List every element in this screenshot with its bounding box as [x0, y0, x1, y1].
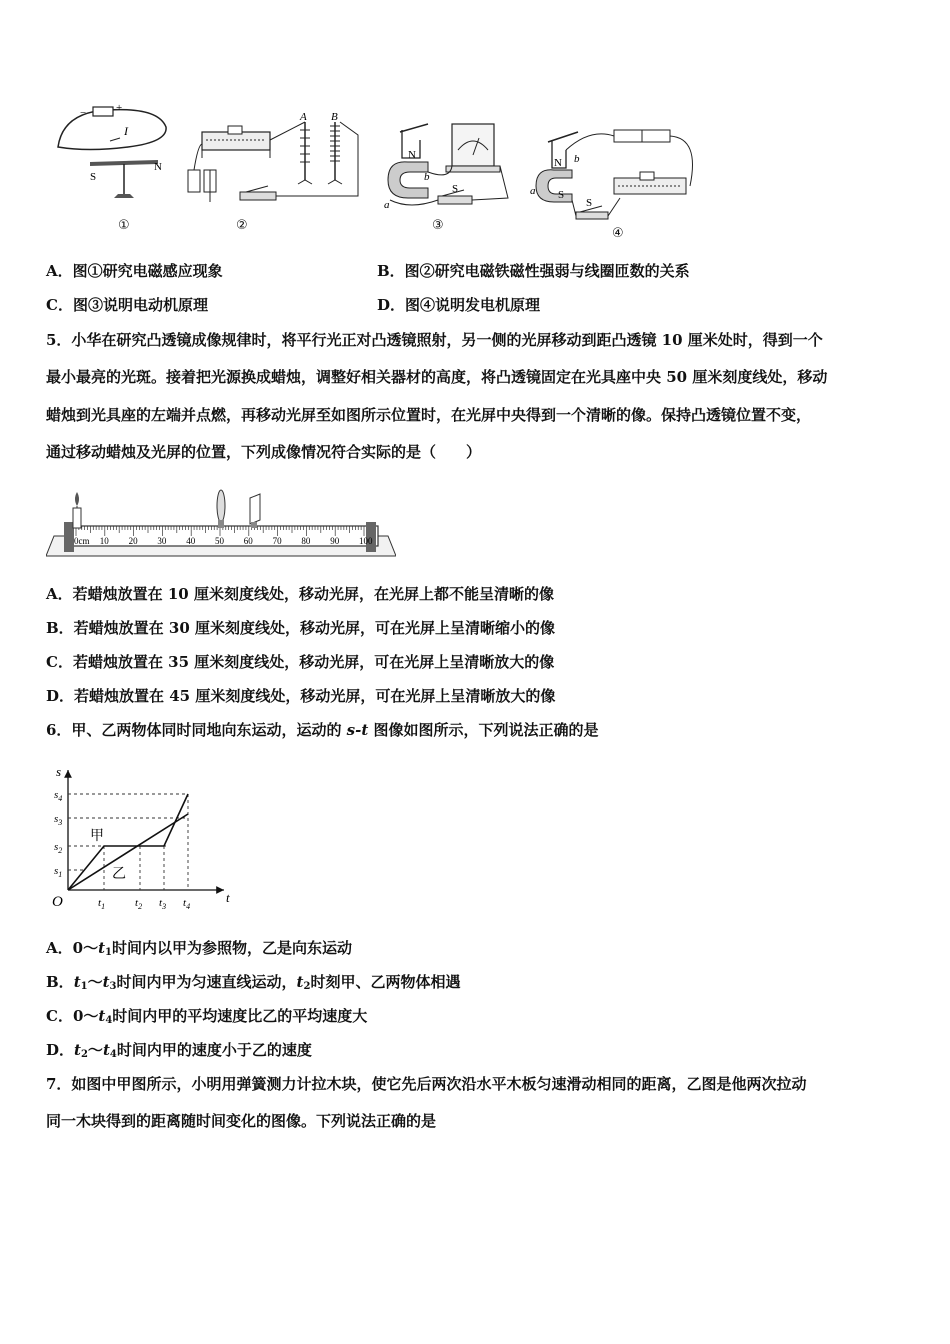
ruler-label: 90	[330, 536, 340, 546]
figure-2-electromagnets	[180, 110, 365, 215]
figure-4-motor	[530, 128, 705, 228]
q4-option-c: C．图③说明电动机原理	[46, 296, 208, 314]
s-axis-label: s	[56, 764, 62, 779]
q6-stem-var: s-t	[346, 721, 369, 739]
line-yi	[68, 814, 188, 890]
q4-figures	[40, 100, 760, 250]
t4-tick: $t_4$	[183, 897, 191, 911]
label-yi: 乙	[112, 867, 126, 882]
origin-label: O	[52, 894, 63, 910]
ruler-label: 50	[215, 536, 224, 546]
t1-tick: $t_1$	[98, 897, 106, 911]
q6-option-b: B．$t_1\sim t_3$时间内甲为匀速直线运动，$t_2$时刻甲、乙两物体相遇	[46, 973, 461, 992]
q7-stem-line-2: 同一木块得到的距离随时间变化的图像。下列说法正确的是	[46, 1112, 437, 1130]
line-jia	[68, 794, 188, 890]
q6-option-d: D．$t_2\sim t_4$时间内甲的速度小于乙的速度	[46, 1041, 312, 1060]
q4-option-d: D．图④说明发电机原理	[377, 296, 541, 314]
fig1-current: I	[124, 124, 128, 138]
ruler-label: 40	[186, 536, 196, 546]
q6-stem-post: 图像如图所示，下列说法正确的是	[368, 721, 599, 739]
q5-stem-line-4: 通过移动蜡烛及光屏的位置，下列成像情况符合实际的是（ ）	[46, 443, 482, 461]
fig4-a: a	[530, 185, 536, 197]
fig3-n: N	[408, 149, 416, 161]
s3-tick: $s_3$	[54, 813, 63, 827]
q5-option-c: C．若蜡烛放置在 35 厘米刻度线处，移动光屏，可在光屏上呈清晰放大的像	[46, 653, 555, 671]
fig3-s: S	[452, 183, 459, 195]
ruler-label: 20	[128, 536, 138, 546]
s2-tick: $s_2$	[54, 841, 63, 855]
q6-option-c: C．$0\sim t_4$时间内甲的平均速度比乙的平均速度大	[46, 1007, 368, 1026]
q5-stem-line-3: 蜡烛到光具座的左端并点燃，再移动光屏至如图所示位置时，在光屏中央得到一个清晰的像。保持凸透镜位置不变，	[46, 406, 812, 424]
fig4-s: S	[558, 189, 565, 201]
q4-option-b: B．图②研究电磁铁磁性强弱与线圈匝数的关系	[377, 262, 690, 280]
ruler-label: 10	[99, 536, 109, 546]
figure-1-label: ①	[118, 218, 130, 233]
ruler-label: 60	[243, 536, 253, 546]
t-axis-label: t	[226, 890, 230, 905]
figure-3-generator	[380, 110, 515, 215]
q6-stem	[46, 720, 599, 740]
fig4-s2: S	[586, 197, 593, 209]
q6-st-graph	[46, 762, 236, 922]
fig2-b: B	[331, 111, 338, 123]
q5-optical-bench	[46, 484, 396, 564]
fig1-n: N	[154, 161, 162, 173]
ruler-label: 100	[359, 536, 373, 546]
s4-tick: $s_4$	[54, 789, 63, 803]
q7-stem-line-1: 7．如图中甲图所示，小明用弹簧测力计拉木块，使它先后两次沿水平木板匀速滑动相同的距离，乙图是他两次拉动	[46, 1075, 807, 1093]
q6-stem-pre: 6．甲、乙两物体同时同地向东运动，运动的	[46, 721, 347, 739]
fig4-n: N	[554, 157, 562, 169]
q5-option-a: A．若蜡烛放置在 10 厘米刻度线处，移动光屏，在光屏上都不能呈清晰的像	[46, 585, 554, 603]
q5-option-d: D．若蜡烛放置在 45 厘米刻度线处，移动光屏，可在光屏上呈清晰放大的像	[46, 687, 556, 705]
t2-tick: $t_2$	[135, 897, 143, 911]
fig3-b: b	[424, 171, 430, 183]
ruler-label: 80	[301, 536, 311, 546]
fig3-a: a	[384, 199, 390, 211]
figure-3-label: ③	[432, 218, 444, 233]
figure-4-label: ④	[612, 226, 624, 241]
fig1-plus: +	[116, 102, 123, 114]
figure-2-label: ②	[236, 218, 248, 233]
fig1-minus: −	[80, 107, 87, 119]
ruler-label: 30	[157, 536, 167, 546]
ruler-label: 0cm	[74, 536, 90, 546]
fig2-a: A	[300, 111, 307, 123]
q6-option-a: A．$0\sim t_1$时间内以甲为参照物，乙是向东运动	[46, 939, 352, 958]
q5-option-b: B．若蜡烛放置在 30 厘米刻度线处，移动光屏，可在光屏上呈清晰缩小的像	[46, 619, 555, 637]
label-jia: 甲	[90, 829, 104, 844]
fig4-b: b	[574, 153, 580, 165]
q5-stem-line-1: 5．小华在研究凸透镜成像规律时，将平行光正对凸透镜照射，另一侧的光屏移动到距凸透镜 10 厘米处时，得到一个	[46, 331, 823, 349]
t3-tick: $t_3$	[159, 897, 167, 911]
fig1-s: S	[90, 171, 97, 183]
figure-1-oersted	[48, 102, 178, 212]
q4-option-a: A．图①研究电磁感应现象	[46, 262, 223, 280]
q5-stem-line-2: 最小最亮的光斑。接着把光源换成蜡烛，调整好相关器材的高度，将凸透镜固定在光具座中央 50 厘米刻度线处，移动	[46, 368, 828, 386]
s1-tick: $s_1$	[54, 865, 63, 879]
ruler-label: 70	[272, 536, 282, 546]
